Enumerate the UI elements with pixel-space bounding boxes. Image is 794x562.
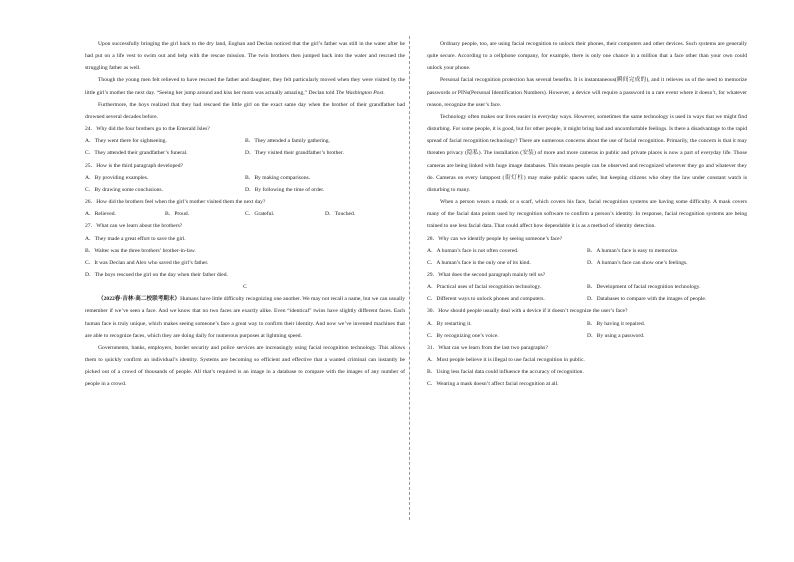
question-26-option-c[interactable]: C．Grateful. xyxy=(245,211,275,218)
facial-paragraph-5: Technology often makes our lives easier in everyday ways. However, sometimes the same technology is used in ways that we might find disturbing. For some people, it is good, but for other people, it might bring bad and uncomfortable feelings. Is there a disadvantage to the rapid spread of facial recognition technology? There are numerous concerns about the use of facial recognition. Primarily, the concern is that it may threaten privacy (隐私). The installation (安装) of more and more cameras in public and private places is now a part of everyday life. Those cameras are being linked with huge image databases. This means people can be observed and recognized wherever they go and whatever they do. Cameras on every lamppost (街灯柱) may make public spaces safer, but keeping citizens who obey the law under constant watch is disturbing to many. xyxy=(427,113,747,193)
question-29-option-a[interactable]: A．Practical uses of facial recognition technology. xyxy=(427,284,542,291)
facial-paragraph-1 xyxy=(85,293,405,342)
question-29-option-d[interactable]: D．Databases to compare with the images of people. xyxy=(587,296,707,303)
passage-source: （2022春·吉林·高二校联考期末） xyxy=(98,296,181,303)
question-24-option-c[interactable]: C．They attended their grandfather’s funeral. xyxy=(85,150,188,157)
question-29-option-c[interactable]: C．Different ways to unlock phones and computers. xyxy=(427,296,545,303)
question-28-stem: 28．Why can we identify people by seeing someone’s face? xyxy=(427,235,563,242)
facial-paragraph-2: Governments, banks, employers, border security and police services are increasingly using facial recognition technology. This allows them to quickly confirm an individual’s identity. Systems are becoming so efficient and effective that a wanted criminal can instantly be picked out of a crowd of thousands of people. All that’s required is an image in a database to compare with the images of any number of people in a crowd. xyxy=(85,344,405,388)
question-26-options xyxy=(85,208,405,220)
facial-paragraph-4: Personal facial recognition protection has several benefits. It is instantaneous(瞬间完成的), and it relieves us of the need to memorize passwords or PINs(Personal Identification Numbers). However, a device will require a password in a rare event where it doesn’t, for whatever reason, recognize the user’s face. xyxy=(427,77,747,108)
question-25-options-row-2 xyxy=(85,184,405,196)
question-31-option-b[interactable]: B．Using less facial data could influence the accuracy of recognition. xyxy=(427,369,584,376)
question-30-option-d[interactable]: D．By using a password. xyxy=(587,332,645,339)
question-27-option-a[interactable]: A．They made a great effort to save the girl. xyxy=(85,235,186,242)
question-28-option-d[interactable]: D．A human’s face can show one’s feelings. xyxy=(587,259,688,266)
question-28-option-c[interactable]: C．A human’s face is the only one of its kind. xyxy=(427,259,531,266)
question-30-stem: 30．How should people usually deal with a device if it doesn’t recognize the user’s face? xyxy=(427,308,628,315)
question-27-option-b[interactable]: B．Walter was the three brothers’ brother-in-law. xyxy=(85,247,196,254)
question-30-option-a[interactable]: A．By restarting it. xyxy=(427,320,472,327)
question-28-options-row-1 xyxy=(427,245,747,257)
question-29-options-row-2 xyxy=(427,293,747,305)
question-30-options-row-2 xyxy=(427,330,747,342)
question-29-option-b[interactable]: B．Development of facial recognition technology. xyxy=(587,284,701,291)
rescue-paragraph-1: Upon successfully bringing the girl back to the dry land, Eoghan and Declan noticed that the girl’s father was still in the water after he had put on a life vest to swim out and help with the rescue mission. The twin brothers then jumped back into the water and rescued the struggling father as well. xyxy=(85,41,405,72)
facial-paragraph-1-text: Humans have little difficulty recognizing one another. We may not recall a name, but we can usually remember if we’ve seen a face. And we know that no two faces are exactly alike. Even “identical” twins have slightly different faces. Each human face is truly unique, which makes seeing someone’s face a great way to confirm their identity. And now we’ve invented machines that are able to recognize faces, which they are doing daily for numerous purposes at lightning speed. xyxy=(85,296,405,339)
question-31-option-c[interactable]: C．Wearing a mask doesn’t affect facial recognition at all. xyxy=(427,381,559,388)
section-heading-c: C xyxy=(243,284,247,291)
question-26-stem: 26．How did the brothers feel when the girl’s mother visited them the next day? xyxy=(85,199,266,206)
right-column xyxy=(427,38,747,391)
question-24-option-a[interactable]: A．They went there for sightseeing. xyxy=(85,138,167,145)
question-24-options-row-2 xyxy=(85,147,405,159)
question-31-stem: 31．What can we learn from the last two paragraphs? xyxy=(427,344,548,351)
column-divider xyxy=(409,36,410,520)
question-29-stem: 29．What does the second paragraph mainly tell us? xyxy=(427,271,546,278)
facial-paragraph-3: Ordinary people, too, are using facial recognition to unlock their phones, their computers and other devices. Such systems are generally quite secure. According to a cellphone company, for example, there is only one chance in a million that a face other than your own could unlock your phone. xyxy=(427,41,747,72)
question-30-options-row-1 xyxy=(427,318,747,330)
question-25-option-c[interactable]: C．By drawing some conclusions. xyxy=(85,186,163,193)
question-25-option-d[interactable]: D．By following the time of order. xyxy=(245,186,325,193)
question-27-stem: 27．What can we learn about the brothers? xyxy=(85,223,183,230)
left-column xyxy=(85,38,405,391)
question-24-option-d[interactable]: D．They visited their grandfather’s brother. xyxy=(245,150,344,157)
question-31-option-a[interactable]: A．Most people believe it is illegal to use facial recognition in public. xyxy=(427,357,585,364)
question-28-option-b[interactable]: B．A human’s face is easy to memorize. xyxy=(587,247,679,254)
question-27-option-d[interactable]: D．The boys rescued the girl on the day when their father died. xyxy=(85,271,228,278)
question-25-option-a[interactable]: A．By providing examples. xyxy=(85,174,149,181)
question-27-option-c[interactable]: C．It was Declan and Alex who saved the girl’s father. xyxy=(85,259,209,266)
question-24-options-row-1 xyxy=(85,135,405,147)
rescue-paragraph-2 xyxy=(85,74,405,98)
question-24-stem: 24．Why did the four brothers go to the Emerald Isles? xyxy=(85,126,210,133)
question-24-option-b[interactable]: B．They attended a family gathering. xyxy=(245,138,330,145)
rescue-paragraph-2-text: Though the young men felt relieved to have rescued the father and daughter, they felt particularly moved when they were visited by the little girl’s mother the next day. “Seeing her jump around and kiss her mom was actually amazing,” Declan told xyxy=(85,77,405,96)
question-26-option-b[interactable]: B．Proud. xyxy=(165,211,190,218)
question-25-stem: 25．How is the third paragraph developed? xyxy=(85,162,184,169)
newspaper-name: The Washington Post xyxy=(335,89,384,96)
question-26-option-a[interactable]: A．Relieved. xyxy=(85,211,116,218)
rescue-paragraph-2-end: . xyxy=(383,89,385,96)
question-30-option-b[interactable]: B．By having it repaired. xyxy=(587,320,646,327)
question-29-options-row-1 xyxy=(427,281,747,293)
question-25-options-row-1 xyxy=(85,172,405,184)
question-28-options-row-2 xyxy=(427,257,747,269)
question-26-option-d[interactable]: D．Touched. xyxy=(325,211,356,218)
question-25-option-b[interactable]: B．By making comparisons. xyxy=(245,174,311,181)
question-30-option-c[interactable]: C．By recognizing one’s voice. xyxy=(427,332,499,339)
rescue-paragraph-3: Furthermore, the boys realized that they had rescued the little girl on the exact same day when the brother of their grandfather had drowned several decades before. xyxy=(85,101,405,120)
question-28-option-a[interactable]: A．A human’s face is not often covered. xyxy=(427,247,519,254)
facial-paragraph-6: When a person wears a mask or a scarf, which covers his face, facial recognition systems are having some difficulty. A mask covers many of the facial data points used by recognition software to confirm a person’s identity. In response, facial recognition systems are being trained to use less facial data. That could affect how dependable it is as a method of identity detection. xyxy=(427,199,747,230)
